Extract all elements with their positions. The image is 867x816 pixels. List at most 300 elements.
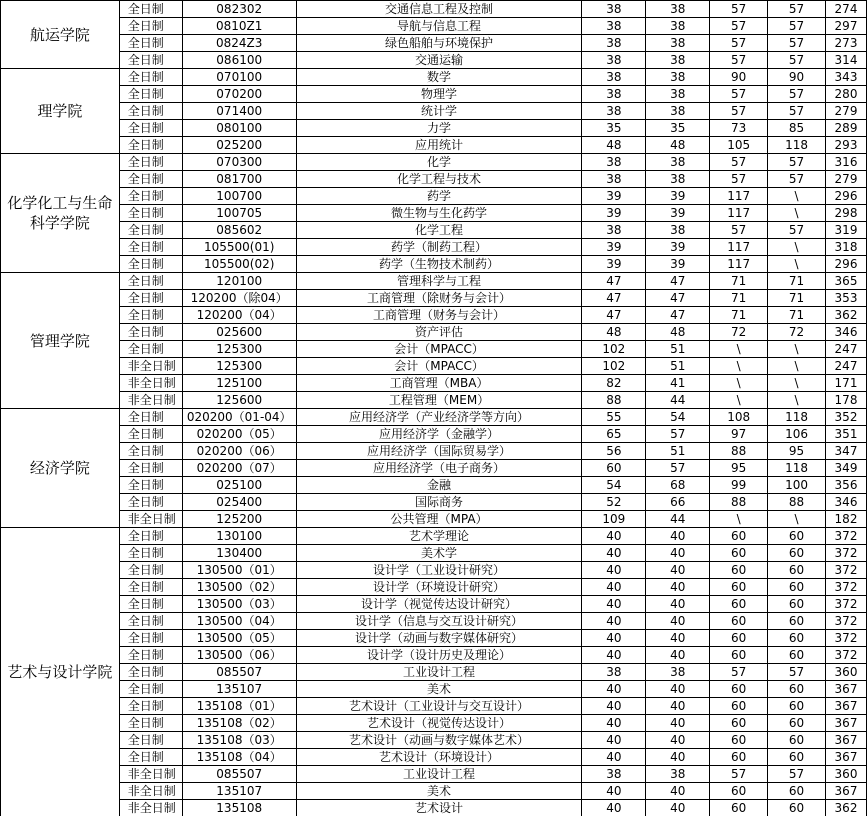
total-score-cell: 182 <box>826 511 867 528</box>
subject2-score-cell: 60 <box>768 749 826 766</box>
study-mode-cell: 全日制 <box>119 596 182 613</box>
subject2-score-cell: \ <box>768 239 826 256</box>
table-row <box>1 120 867 137</box>
table-row <box>1 358 867 375</box>
politics-score-cell: 38 <box>582 52 646 69</box>
subject1-score-cell: 57 <box>710 664 768 681</box>
table-row <box>1 800 867 816</box>
college-name-cell: 管理学院 <box>1 273 120 409</box>
foreign-language-score-cell: 57 <box>646 426 710 443</box>
subject1-score-cell: 60 <box>710 715 768 732</box>
study-mode-cell: 全日制 <box>119 460 182 477</box>
table-row <box>1 375 867 392</box>
foreign-language-score-cell: 38 <box>646 1 710 18</box>
subject2-score-cell: 90 <box>768 69 826 86</box>
major-name-cell: 应用经济学（国际贸易学） <box>296 443 582 460</box>
foreign-language-score-cell: 39 <box>646 188 710 205</box>
foreign-language-score-cell: 40 <box>646 613 710 630</box>
table-row <box>1 528 867 545</box>
politics-score-cell: 39 <box>582 239 646 256</box>
total-score-cell: 171 <box>826 375 867 392</box>
subject2-score-cell: 118 <box>768 409 826 426</box>
total-score-cell: 372 <box>826 579 867 596</box>
politics-score-cell: 102 <box>582 358 646 375</box>
total-score-cell: 353 <box>826 290 867 307</box>
major-name-cell: 药学（生物技术制药） <box>296 256 582 273</box>
major-name-cell: 会计（MPACC） <box>296 341 582 358</box>
total-score-cell: 372 <box>826 545 867 562</box>
major-name-cell: 美术 <box>296 681 582 698</box>
total-score-cell: 289 <box>826 120 867 137</box>
total-score-cell: 367 <box>826 715 867 732</box>
major-name-cell: 交通信息工程及控制 <box>296 1 582 18</box>
subject2-score-cell: 60 <box>768 579 826 596</box>
major-code-cell: 105500(01) <box>182 239 296 256</box>
major-name-cell: 艺术设计（环境设计） <box>296 749 582 766</box>
subject1-score-cell: 60 <box>710 732 768 749</box>
major-code-cell: 025400 <box>182 494 296 511</box>
total-score-cell: 360 <box>826 766 867 783</box>
major-name-cell: 药学（制药工程） <box>296 239 582 256</box>
politics-score-cell: 40 <box>582 647 646 664</box>
total-score-cell: 367 <box>826 783 867 800</box>
politics-score-cell: 40 <box>582 562 646 579</box>
subject1-score-cell: 57 <box>710 103 768 120</box>
study-mode-cell: 全日制 <box>119 35 182 52</box>
study-mode-cell: 全日制 <box>119 307 182 324</box>
major-name-cell: 艺术设计 <box>296 800 582 816</box>
politics-score-cell: 48 <box>582 324 646 341</box>
subject2-score-cell: 85 <box>768 120 826 137</box>
major-code-cell: 085507 <box>182 664 296 681</box>
subject1-score-cell: 60 <box>710 749 768 766</box>
subject2-score-cell: 71 <box>768 273 826 290</box>
total-score-cell: 316 <box>826 154 867 171</box>
subject2-score-cell: 57 <box>768 154 826 171</box>
major-code-cell: 100700 <box>182 188 296 205</box>
foreign-language-score-cell: 40 <box>646 562 710 579</box>
major-code-cell: 070300 <box>182 154 296 171</box>
table-row <box>1 52 867 69</box>
subject2-score-cell: \ <box>768 375 826 392</box>
politics-score-cell: 56 <box>582 443 646 460</box>
subject1-score-cell: \ <box>710 375 768 392</box>
subject2-score-cell: 60 <box>768 647 826 664</box>
major-code-cell: 020200（05） <box>182 426 296 443</box>
subject2-score-cell: 57 <box>768 222 826 239</box>
table-row <box>1 426 867 443</box>
major-code-cell: 120200（除04） <box>182 290 296 307</box>
subject2-score-cell: 71 <box>768 290 826 307</box>
subject2-score-cell: 57 <box>768 86 826 103</box>
subject1-score-cell: 117 <box>710 239 768 256</box>
study-mode-cell: 全日制 <box>119 52 182 69</box>
foreign-language-score-cell: 40 <box>646 698 710 715</box>
foreign-language-score-cell: 47 <box>646 290 710 307</box>
major-name-cell: 工商管理（除财务与会计） <box>296 290 582 307</box>
politics-score-cell: 40 <box>582 545 646 562</box>
major-code-cell: 130100 <box>182 528 296 545</box>
subject2-score-cell: 60 <box>768 596 826 613</box>
total-score-cell: 273 <box>826 35 867 52</box>
table-row <box>1 732 867 749</box>
table-row <box>1 171 867 188</box>
foreign-language-score-cell: 44 <box>646 511 710 528</box>
total-score-cell: 346 <box>826 494 867 511</box>
major-name-cell: 化学工程 <box>296 222 582 239</box>
study-mode-cell: 全日制 <box>119 749 182 766</box>
study-mode-cell: 全日制 <box>119 103 182 120</box>
major-code-cell: 125200 <box>182 511 296 528</box>
subject1-score-cell: 105 <box>710 137 768 154</box>
politics-score-cell: 48 <box>582 137 646 154</box>
major-name-cell: 应用经济学（产业经济学等方向） <box>296 409 582 426</box>
foreign-language-score-cell: 38 <box>646 86 710 103</box>
table-row <box>1 222 867 239</box>
subject1-score-cell: 57 <box>710 86 768 103</box>
total-score-cell: 367 <box>826 681 867 698</box>
major-code-cell: 070100 <box>182 69 296 86</box>
total-score-cell: 352 <box>826 409 867 426</box>
major-code-cell: 085602 <box>182 222 296 239</box>
study-mode-cell: 全日制 <box>119 18 182 35</box>
subject1-score-cell: 57 <box>710 171 768 188</box>
major-code-cell: 0824Z3 <box>182 35 296 52</box>
study-mode-cell: 全日制 <box>119 715 182 732</box>
major-code-cell: 130500（04） <box>182 613 296 630</box>
subject1-score-cell: 60 <box>710 783 768 800</box>
politics-score-cell: 38 <box>582 35 646 52</box>
subject1-score-cell: 71 <box>710 307 768 324</box>
major-name-cell: 微生物与生化药学 <box>296 205 582 222</box>
foreign-language-score-cell: 35 <box>646 120 710 137</box>
major-code-cell: 081700 <box>182 171 296 188</box>
major-name-cell: 设计学（信息与交互设计研究） <box>296 613 582 630</box>
total-score-cell: 360 <box>826 664 867 681</box>
subject1-score-cell: 57 <box>710 35 768 52</box>
foreign-language-score-cell: 40 <box>646 715 710 732</box>
study-mode-cell: 全日制 <box>119 613 182 630</box>
major-code-cell: 120100 <box>182 273 296 290</box>
subject2-score-cell: 60 <box>768 562 826 579</box>
study-mode-cell: 非全日制 <box>119 800 182 816</box>
foreign-language-score-cell: 40 <box>646 528 710 545</box>
foreign-language-score-cell: 40 <box>646 579 710 596</box>
study-mode-cell: 全日制 <box>119 528 182 545</box>
study-mode-cell: 全日制 <box>119 154 182 171</box>
table-row <box>1 103 867 120</box>
subject2-score-cell: \ <box>768 341 826 358</box>
study-mode-cell: 全日制 <box>119 443 182 460</box>
table-row <box>1 273 867 290</box>
politics-score-cell: 38 <box>582 18 646 35</box>
subject2-score-cell: 60 <box>768 732 826 749</box>
subject2-score-cell: 60 <box>768 630 826 647</box>
subject1-score-cell: 60 <box>710 579 768 596</box>
major-code-cell: 135108（02） <box>182 715 296 732</box>
foreign-language-score-cell: 39 <box>646 239 710 256</box>
major-code-cell: 020200（07） <box>182 460 296 477</box>
politics-score-cell: 39 <box>582 188 646 205</box>
study-mode-cell: 非全日制 <box>119 766 182 783</box>
total-score-cell: 349 <box>826 460 867 477</box>
subject2-score-cell: 72 <box>768 324 826 341</box>
major-name-cell: 美术 <box>296 783 582 800</box>
study-mode-cell: 全日制 <box>119 494 182 511</box>
subject2-score-cell: 88 <box>768 494 826 511</box>
politics-score-cell: 35 <box>582 120 646 137</box>
subject2-score-cell: \ <box>768 358 826 375</box>
foreign-language-score-cell: 39 <box>646 205 710 222</box>
major-code-cell: 105500(02) <box>182 256 296 273</box>
study-mode-cell: 全日制 <box>119 681 182 698</box>
politics-score-cell: 40 <box>582 732 646 749</box>
foreign-language-score-cell: 47 <box>646 273 710 290</box>
subject2-score-cell: 60 <box>768 613 826 630</box>
subject1-score-cell: 57 <box>710 52 768 69</box>
subject1-score-cell: 95 <box>710 460 768 477</box>
major-name-cell: 设计学（工业设计研究） <box>296 562 582 579</box>
major-name-cell: 资产评估 <box>296 324 582 341</box>
foreign-language-score-cell: 40 <box>646 630 710 647</box>
table-row <box>1 630 867 647</box>
foreign-language-score-cell: 54 <box>646 409 710 426</box>
total-score-cell: 296 <box>826 188 867 205</box>
politics-score-cell: 40 <box>582 613 646 630</box>
major-name-cell: 艺术设计（视觉传达设计） <box>296 715 582 732</box>
total-score-cell: 298 <box>826 205 867 222</box>
major-name-cell: 统计学 <box>296 103 582 120</box>
table-row <box>1 256 867 273</box>
total-score-cell: 279 <box>826 171 867 188</box>
total-score-cell: 247 <box>826 358 867 375</box>
major-code-cell: 135108（01） <box>182 698 296 715</box>
foreign-language-score-cell: 38 <box>646 154 710 171</box>
subject1-score-cell: 117 <box>710 256 768 273</box>
total-score-cell: 296 <box>826 256 867 273</box>
subject2-score-cell: 57 <box>768 1 826 18</box>
college-name-cell: 航运学院 <box>1 1 120 69</box>
subject1-score-cell: 71 <box>710 273 768 290</box>
subject2-score-cell: 57 <box>768 766 826 783</box>
foreign-language-score-cell: 38 <box>646 171 710 188</box>
major-code-cell: 135108（04） <box>182 749 296 766</box>
study-mode-cell: 全日制 <box>119 69 182 86</box>
study-mode-cell: 全日制 <box>119 120 182 137</box>
major-code-cell: 086100 <box>182 52 296 69</box>
subject1-score-cell: 88 <box>710 494 768 511</box>
subject1-score-cell: 97 <box>710 426 768 443</box>
politics-score-cell: 102 <box>582 341 646 358</box>
major-code-cell: 0810Z1 <box>182 18 296 35</box>
subject1-score-cell: 73 <box>710 120 768 137</box>
study-mode-cell: 全日制 <box>119 239 182 256</box>
subject1-score-cell: \ <box>710 511 768 528</box>
table-row <box>1 613 867 630</box>
politics-score-cell: 40 <box>582 715 646 732</box>
foreign-language-score-cell: 40 <box>646 732 710 749</box>
study-mode-cell: 全日制 <box>119 137 182 154</box>
politics-score-cell: 38 <box>582 222 646 239</box>
major-name-cell: 美术学 <box>296 545 582 562</box>
foreign-language-score-cell: 47 <box>646 307 710 324</box>
table-row <box>1 154 867 171</box>
subject1-score-cell: 60 <box>710 596 768 613</box>
subject1-score-cell: 60 <box>710 647 768 664</box>
major-name-cell: 交通运输 <box>296 52 582 69</box>
table-body <box>1 1 867 816</box>
politics-score-cell: 65 <box>582 426 646 443</box>
politics-score-cell: 38 <box>582 664 646 681</box>
foreign-language-score-cell: 40 <box>646 545 710 562</box>
major-code-cell: 135107 <box>182 783 296 800</box>
politics-score-cell: 40 <box>582 630 646 647</box>
major-name-cell: 化学 <box>296 154 582 171</box>
study-mode-cell: 全日制 <box>119 273 182 290</box>
table-row <box>1 69 867 86</box>
table-row <box>1 511 867 528</box>
subject1-score-cell: 117 <box>710 188 768 205</box>
total-score-cell: 279 <box>826 103 867 120</box>
study-mode-cell: 全日制 <box>119 664 182 681</box>
study-mode-cell: 全日制 <box>119 290 182 307</box>
study-mode-cell: 全日制 <box>119 579 182 596</box>
subject2-score-cell: 57 <box>768 35 826 52</box>
major-code-cell: 100705 <box>182 205 296 222</box>
study-mode-cell: 全日制 <box>119 426 182 443</box>
major-code-cell: 020200（06） <box>182 443 296 460</box>
politics-score-cell: 40 <box>582 579 646 596</box>
major-code-cell: 135107 <box>182 681 296 698</box>
politics-score-cell: 38 <box>582 69 646 86</box>
subject1-score-cell: 90 <box>710 69 768 86</box>
college-name-cell: 经济学院 <box>1 409 120 528</box>
total-score-cell: 314 <box>826 52 867 69</box>
total-score-cell: 351 <box>826 426 867 443</box>
major-code-cell: 125600 <box>182 392 296 409</box>
subject1-score-cell: 60 <box>710 562 768 579</box>
study-mode-cell: 全日制 <box>119 86 182 103</box>
study-mode-cell: 非全日制 <box>119 783 182 800</box>
total-score-cell: 367 <box>826 698 867 715</box>
foreign-language-score-cell: 38 <box>646 766 710 783</box>
major-name-cell: 力学 <box>296 120 582 137</box>
table-row <box>1 290 867 307</box>
major-name-cell: 工业设计工程 <box>296 766 582 783</box>
politics-score-cell: 38 <box>582 86 646 103</box>
table-row <box>1 715 867 732</box>
subject2-score-cell: 57 <box>768 171 826 188</box>
total-score-cell: 274 <box>826 1 867 18</box>
study-mode-cell: 全日制 <box>119 171 182 188</box>
major-name-cell: 金融 <box>296 477 582 494</box>
foreign-language-score-cell: 38 <box>646 18 710 35</box>
major-code-cell: 130500（02） <box>182 579 296 596</box>
table-row <box>1 477 867 494</box>
total-score-cell: 372 <box>826 528 867 545</box>
politics-score-cell: 40 <box>582 528 646 545</box>
study-mode-cell: 全日制 <box>119 732 182 749</box>
politics-score-cell: 38 <box>582 1 646 18</box>
major-code-cell: 025100 <box>182 477 296 494</box>
table-row <box>1 409 867 426</box>
study-mode-cell: 非全日制 <box>119 375 182 392</box>
politics-score-cell: 60 <box>582 460 646 477</box>
table-row <box>1 324 867 341</box>
table-row <box>1 545 867 562</box>
subject1-score-cell: \ <box>710 341 768 358</box>
subject2-score-cell: 60 <box>768 681 826 698</box>
foreign-language-score-cell: 40 <box>646 681 710 698</box>
foreign-language-score-cell: 38 <box>646 52 710 69</box>
major-name-cell: 数学 <box>296 69 582 86</box>
politics-score-cell: 55 <box>582 409 646 426</box>
major-code-cell: 120200（04） <box>182 307 296 324</box>
table-row <box>1 443 867 460</box>
subject2-score-cell: 60 <box>768 715 826 732</box>
study-mode-cell: 全日制 <box>119 630 182 647</box>
study-mode-cell: 全日制 <box>119 647 182 664</box>
total-score-cell: 367 <box>826 732 867 749</box>
subject1-score-cell: 57 <box>710 766 768 783</box>
politics-score-cell: 47 <box>582 273 646 290</box>
major-name-cell: 设计学（动画与数字媒体研究） <box>296 630 582 647</box>
total-score-cell: 178 <box>826 392 867 409</box>
total-score-cell: 365 <box>826 273 867 290</box>
subject1-score-cell: 99 <box>710 477 768 494</box>
subject1-score-cell: 57 <box>710 18 768 35</box>
politics-score-cell: 47 <box>582 290 646 307</box>
table-row <box>1 460 867 477</box>
politics-score-cell: 39 <box>582 256 646 273</box>
college-name-cell: 化学化工与生命科学学院 <box>1 154 120 273</box>
subject1-score-cell: 117 <box>710 205 768 222</box>
major-name-cell: 应用统计 <box>296 137 582 154</box>
study-mode-cell: 非全日制 <box>119 358 182 375</box>
total-score-cell: 362 <box>826 800 867 816</box>
study-mode-cell: 非全日制 <box>119 511 182 528</box>
politics-score-cell: 40 <box>582 749 646 766</box>
table-row <box>1 596 867 613</box>
subject1-score-cell: 88 <box>710 443 768 460</box>
subject2-score-cell: 57 <box>768 52 826 69</box>
major-code-cell: 020200（01-04） <box>182 409 296 426</box>
subject2-score-cell: 57 <box>768 18 826 35</box>
table-row <box>1 392 867 409</box>
politics-score-cell: 40 <box>582 800 646 816</box>
subject2-score-cell: 57 <box>768 103 826 120</box>
subject2-score-cell: \ <box>768 256 826 273</box>
foreign-language-score-cell: 38 <box>646 35 710 52</box>
table-row <box>1 647 867 664</box>
table-row <box>1 749 867 766</box>
total-score-cell: 372 <box>826 613 867 630</box>
major-code-cell: 135108（03） <box>182 732 296 749</box>
subject2-score-cell: \ <box>768 511 826 528</box>
table-row <box>1 698 867 715</box>
total-score-cell: 297 <box>826 18 867 35</box>
major-code-cell: 070200 <box>182 86 296 103</box>
subject1-score-cell: \ <box>710 392 768 409</box>
subject1-score-cell: 57 <box>710 154 768 171</box>
major-code-cell: 130500（06） <box>182 647 296 664</box>
foreign-language-score-cell: 66 <box>646 494 710 511</box>
total-score-cell: 318 <box>826 239 867 256</box>
politics-score-cell: 38 <box>582 103 646 120</box>
subject2-score-cell: 106 <box>768 426 826 443</box>
politics-score-cell: 54 <box>582 477 646 494</box>
major-name-cell: 绿色船舶与环境保护 <box>296 35 582 52</box>
